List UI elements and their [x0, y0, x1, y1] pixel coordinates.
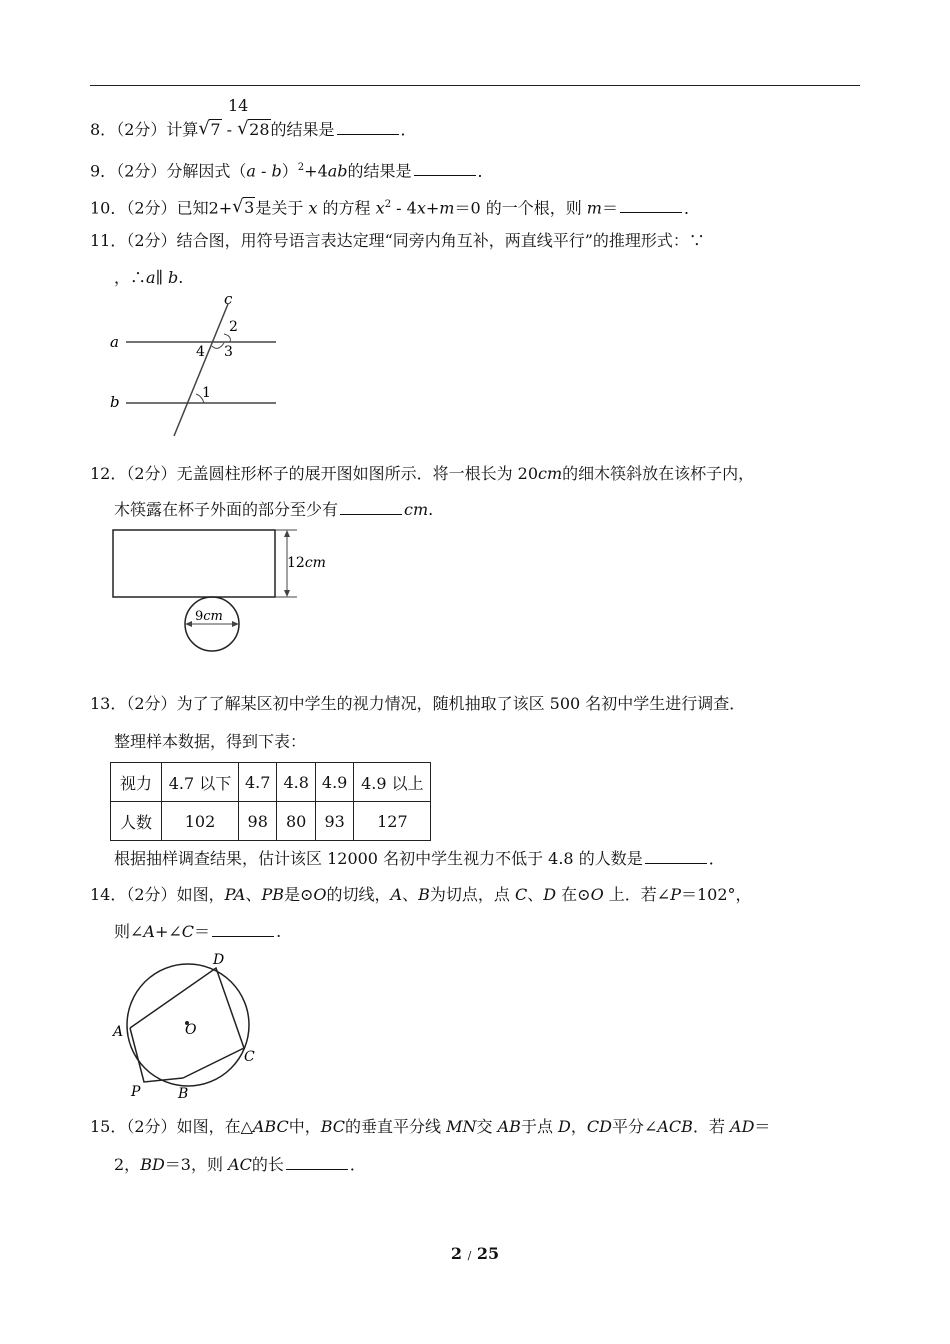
label-a: a [110, 333, 119, 351]
label-O: O [185, 1022, 197, 1038]
question-12-line2: 木筷露在杯子外面的部分至少有 cm. [114, 500, 434, 519]
tangent-lines-pa-pb [130, 1028, 183, 1082]
table-cell: 98 [239, 802, 277, 841]
table-cell: 4.7 [239, 763, 277, 802]
page-number: 2 / 25 [450, 1244, 500, 1263]
answer-blank[interactable] [286, 1155, 348, 1170]
question-15-line2: 2，BD＝3，则 AC的长 ． [114, 1155, 366, 1174]
label-A: A [113, 1024, 124, 1040]
question-13: 13．（2分）为了了解某区初中学生的视力情况，随机抽取了该区 500 名初中学生进行调查． [90, 694, 746, 713]
question-9: 9．（2分）分解因式（a - b）$^2$+4ab的结果是 ． [90, 161, 494, 181]
answer-blank[interactable] [414, 161, 476, 176]
table-row [111, 802, 431, 841]
label-c: c [224, 290, 233, 308]
question-8: 8．（2分）计算 √ 7 - √ 28的结果是 ． [90, 118, 417, 139]
table-header-row [111, 763, 431, 802]
question-14-line2: 则∠A+∠C＝ . [114, 922, 282, 941]
parallel-lines-figure [100, 290, 290, 445]
question-13-line3: 根据抽样调查结果，估计该区 12000 名初中学生视力不低于 4.8 的人数是 ． [114, 849, 725, 868]
question-10: 10．（2分）已知2+ √ 3是关于 x 的方程 $x^2 - 4x+m=0$ 的一个根，则 m＝ ． [90, 196, 700, 218]
answer-blank[interactable] [620, 198, 682, 213]
vision-table [110, 762, 431, 841]
diameter-label: 9cm [195, 609, 223, 624]
line-c [174, 304, 228, 436]
question-11-line2: ，∴a∥ b. [114, 268, 184, 287]
question-11: 11．（2分）结合图，用符号语言表达定理“同旁内角互补，两直线平行”的推理形式：∵ [90, 231, 705, 250]
label-2: 2 [229, 319, 238, 335]
table-cell: 4.9 [315, 763, 353, 802]
table-cell: 4.8 [277, 763, 315, 802]
cylinder-net-figure [105, 525, 345, 660]
table-cell: 视力 [111, 763, 162, 802]
net-rectangle [113, 530, 275, 597]
label-b: b [110, 393, 120, 411]
q8-fraction-numerator: 14 [228, 96, 249, 115]
question-15: 15．（2分）如图，在△ABC中，BC的垂直平分线 MN交 AB于点 D，CD平分∠ACB．若 AD＝ [90, 1117, 771, 1136]
table-cell: 4.7 以下 [162, 763, 239, 802]
question-13-line2: 整理样本数据，得到下表： [114, 732, 307, 751]
answer-blank[interactable] [337, 120, 399, 135]
sqrt-7: √ 7 [198, 118, 221, 139]
answer-blank[interactable] [212, 922, 274, 937]
height-label: 12cm [287, 555, 326, 571]
table-cell: 4.9 以上 [354, 763, 431, 802]
label-D: D [213, 952, 225, 968]
label-P: P [131, 1084, 141, 1100]
question-14: 14．（2分）如图，PA、PB是⊙O的切线，A、B为切点，点 C、D 在⊙O 上．若∠P＝102°， [90, 885, 752, 904]
sqrt-3: √ 3 [232, 196, 255, 218]
angle-2-arc [224, 334, 230, 342]
question-12: 12．（2分）无盖圆柱形杯子的展开图如图所示．将一根长为 20cm的细木筷斜放在该杯子内， [90, 464, 755, 483]
circle-tangent-figure [105, 945, 275, 1105]
answer-blank[interactable] [645, 849, 707, 864]
table-cell: 102 [162, 802, 239, 841]
angle-3-arc [212, 343, 224, 348]
label-B: B [178, 1086, 189, 1102]
table-cell: 人数 [111, 802, 162, 841]
label-3: 3 [224, 344, 233, 360]
table-cell: 80 [277, 802, 315, 841]
label-1: 1 [202, 385, 211, 401]
table-cell: 127 [354, 802, 431, 841]
label-4: 4 [196, 344, 205, 360]
header-rule [90, 85, 860, 86]
sqrt-28: √ 28 [237, 118, 270, 139]
label-C: C [244, 1049, 255, 1065]
table-cell: 93 [315, 802, 353, 841]
answer-blank[interactable] [340, 500, 402, 515]
